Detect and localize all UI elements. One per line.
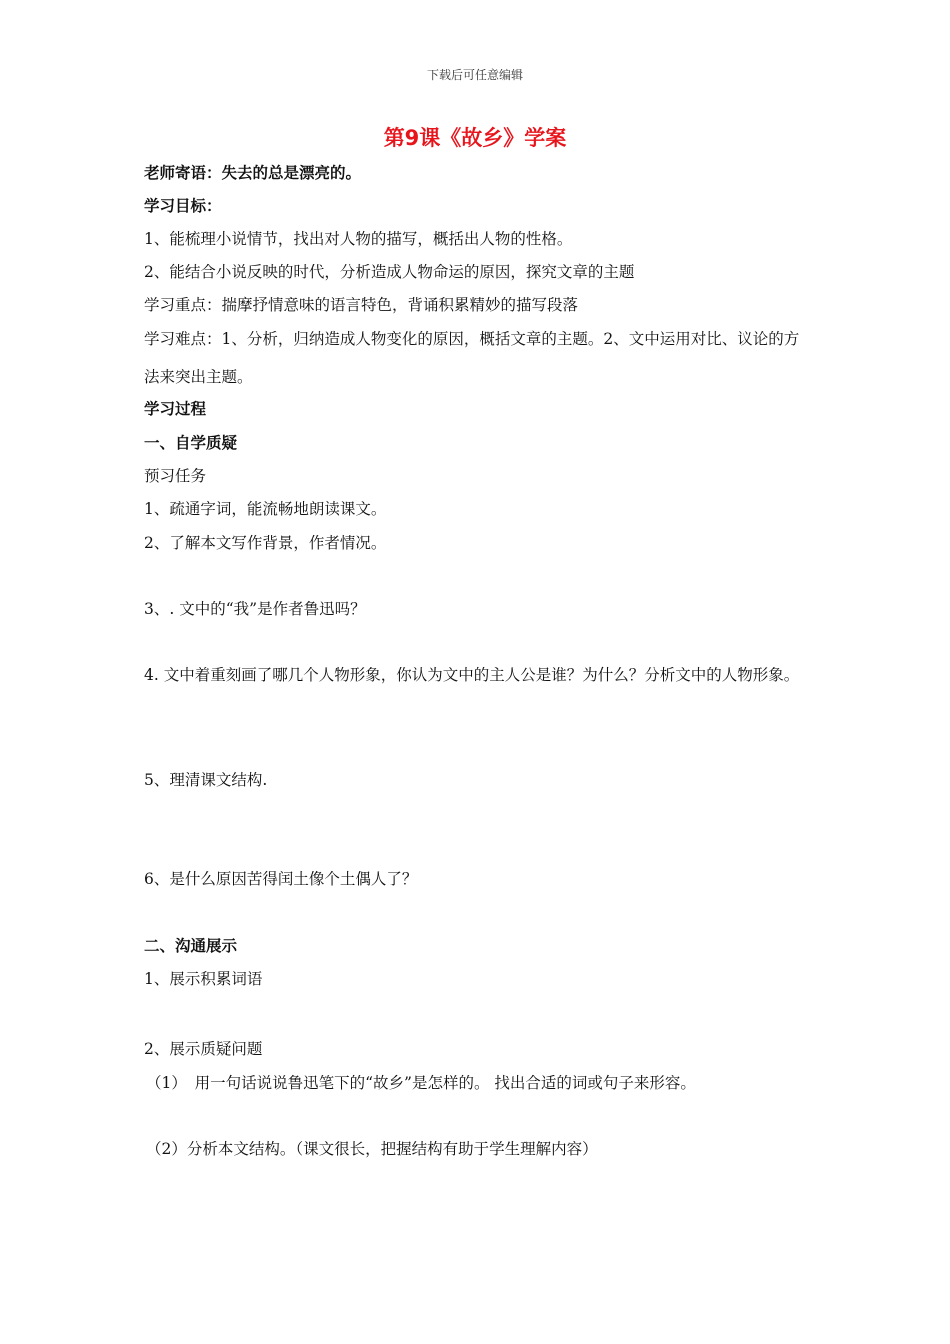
section2-question-1: （1） 用一句话说说鲁迅笔下的“故乡”是怎样的。 找出合适的词或句子来形容。	[146, 1074, 696, 1092]
section1-item-6: 6、是什么原因苦得闰土像个土偶人了？	[144, 870, 418, 888]
key-points: 学习重点：揣摩抒情意味的语言特色，背诵积累精妙的描写段落	[144, 296, 579, 314]
section1-item-1: 1、疏通字词，能流畅地朗读课文。	[144, 500, 387, 518]
section2-question-2: （2）分析本文结构。（课文很长，把握结构有助于学生理解内容）	[146, 1140, 598, 1158]
header-note: 下载后可任意编辑	[426, 68, 523, 82]
section1-item-2: 2、了解本文写作背景，作者情况。	[144, 534, 387, 552]
difficulties: 学习难点：1、分析，归纳造成人物变化的原因，概括文章的主题。2、文中运用对比、议论的方法来突出主题。	[144, 330, 800, 386]
objective-item-2: 2、能结合小说反映的时代，分析造成人物命运的原因，探究文章的主题	[144, 263, 635, 281]
teacher-message: 老师寄语：失去的总是漂亮的。	[144, 164, 362, 182]
section1-item-4: 4. 文中着重刻画了哪几个人物形象，你认为文中的主人公是谁？为什么？分析文中的人物形象。	[144, 666, 800, 684]
page-title: 第9课《故乡》学案	[383, 126, 567, 150]
section1-heading: 一、自学质疑	[144, 434, 238, 452]
section1-item-3: 3、. 文中的“我”是作者鲁迅吗？	[144, 600, 366, 618]
process-heading: 学习过程	[144, 400, 207, 418]
section2-item-2: 2、展示质疑问题	[144, 1040, 263, 1058]
section2-heading: 二、沟通展示	[144, 937, 238, 955]
section2-item-1: 1、展示积累词语	[144, 970, 263, 988]
objectives-heading: 学习目标：	[144, 197, 222, 215]
objective-item-1: 1、能梳理小说情节，找出对人物的描写，概括出人物的性格。	[144, 230, 573, 248]
section1-item-5: 5、理清课文结构.	[144, 771, 268, 789]
section1-subheading: 预习任务	[144, 467, 207, 485]
